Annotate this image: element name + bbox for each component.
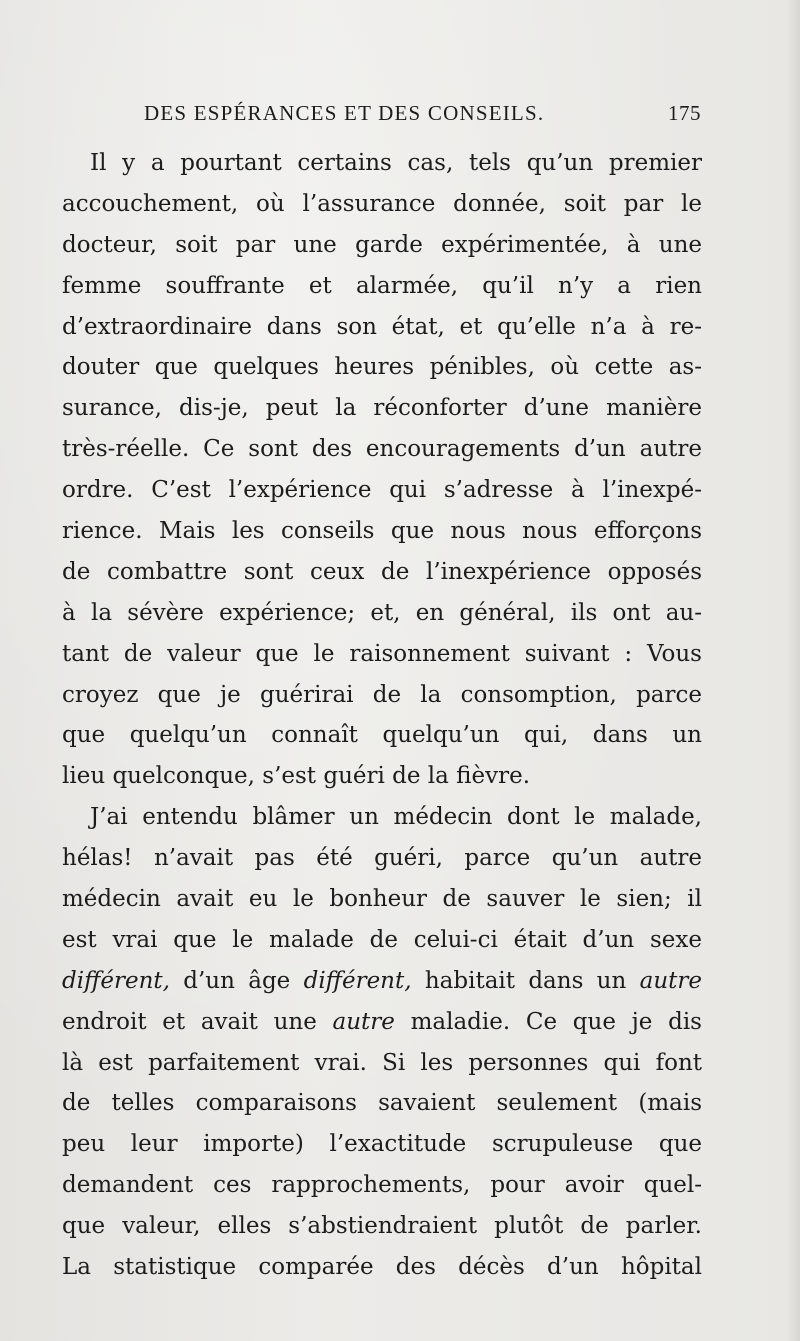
- italic-word: autre: [332, 1008, 395, 1035]
- page-edge-shadow: [786, 0, 800, 1341]
- text-line: croyez que je guérirai de la consomption, parce: [62, 681, 702, 708]
- text-line: que quelqu’un connaît quelqu’un qui, dans un: [62, 722, 702, 749]
- text-line: rience. Mais les conseils que nous nous efforçons: [62, 518, 702, 545]
- text-line: d’extraordinaire dans son état, et qu’elle n’a à re-: [62, 313, 702, 340]
- text-line: très-réelle. Ce sont des encouragements d’un autre: [62, 436, 702, 463]
- text-line: J’ai entendu blâmer un médecin dont le malade,: [90, 804, 702, 831]
- text-line: hélas! n’avait pas été guéri, parce qu’un autre: [62, 845, 702, 872]
- text-line: que valeur, elles s’abstiendraient plutôt de parler.: [62, 1213, 702, 1240]
- text-line: à la sévère expérience; et, en général, ils ont au-: [62, 599, 702, 626]
- text-line: accouchement, où l’assurance donnée, soit par le: [62, 190, 702, 217]
- page-header: [144, 101, 701, 131]
- text-run: endroit et avait une: [62, 1008, 333, 1035]
- text-line: ordre. C’est l’expérience qui s’adresse à l’inexpé-: [62, 477, 702, 504]
- text-line: de combattre sont ceux de l’inexpérience opposés: [62, 558, 702, 585]
- text-line: médecin avait eu le bonheur de sauver le sien; il: [62, 886, 702, 913]
- text-run: habitait dans un: [411, 967, 640, 994]
- italic-word: différent,: [62, 967, 170, 994]
- italic-word: autre: [639, 967, 702, 994]
- text-line: est vrai que le malade de celui-ci était d’un sexe: [62, 926, 702, 953]
- text-line: surance, dis-je, peut la réconforter d’une manière: [62, 395, 702, 422]
- running-title: DES ESPÉRANCES ET DES CONSEILS.: [144, 101, 545, 125]
- text-line: demandent ces rapprochements, pour avoir quel-: [62, 1172, 702, 1199]
- text-line: [62, 1002, 702, 1043]
- text-line: là est parfaitement vrai. Si les personnes qui font: [62, 1049, 702, 1076]
- body-text: [62, 143, 702, 1288]
- text-line: [62, 961, 702, 1002]
- text-line: La statistique comparée des décès d’un hôpital: [62, 1254, 702, 1281]
- text-run: d’un âge: [169, 967, 304, 994]
- text-line: douter que quelques heures pénibles, où cette as-: [62, 354, 702, 381]
- italic-word: différent,: [303, 967, 412, 994]
- text-line: femme souffrante et alarmée, qu’il n’y a rien: [62, 272, 702, 299]
- text-line: lieu quelconque, s’est guéri de la fièvre.: [62, 763, 531, 790]
- text-line: peu leur importe) l’exactitude scrupuleuse que: [62, 1131, 702, 1158]
- text-line: tant de valeur que le raisonnement suivant : Vous: [62, 640, 702, 667]
- page-number: 175: [668, 101, 701, 125]
- text-line: docteur, soit par une garde expérimentée, à une: [62, 231, 702, 258]
- text-run: maladie. Ce que je dis: [394, 1008, 702, 1035]
- text-line: Il y a pourtant certains cas, tels qu’un premier: [90, 150, 702, 176]
- text-line: de telles comparaisons savaient seulement (mais: [62, 1090, 702, 1117]
